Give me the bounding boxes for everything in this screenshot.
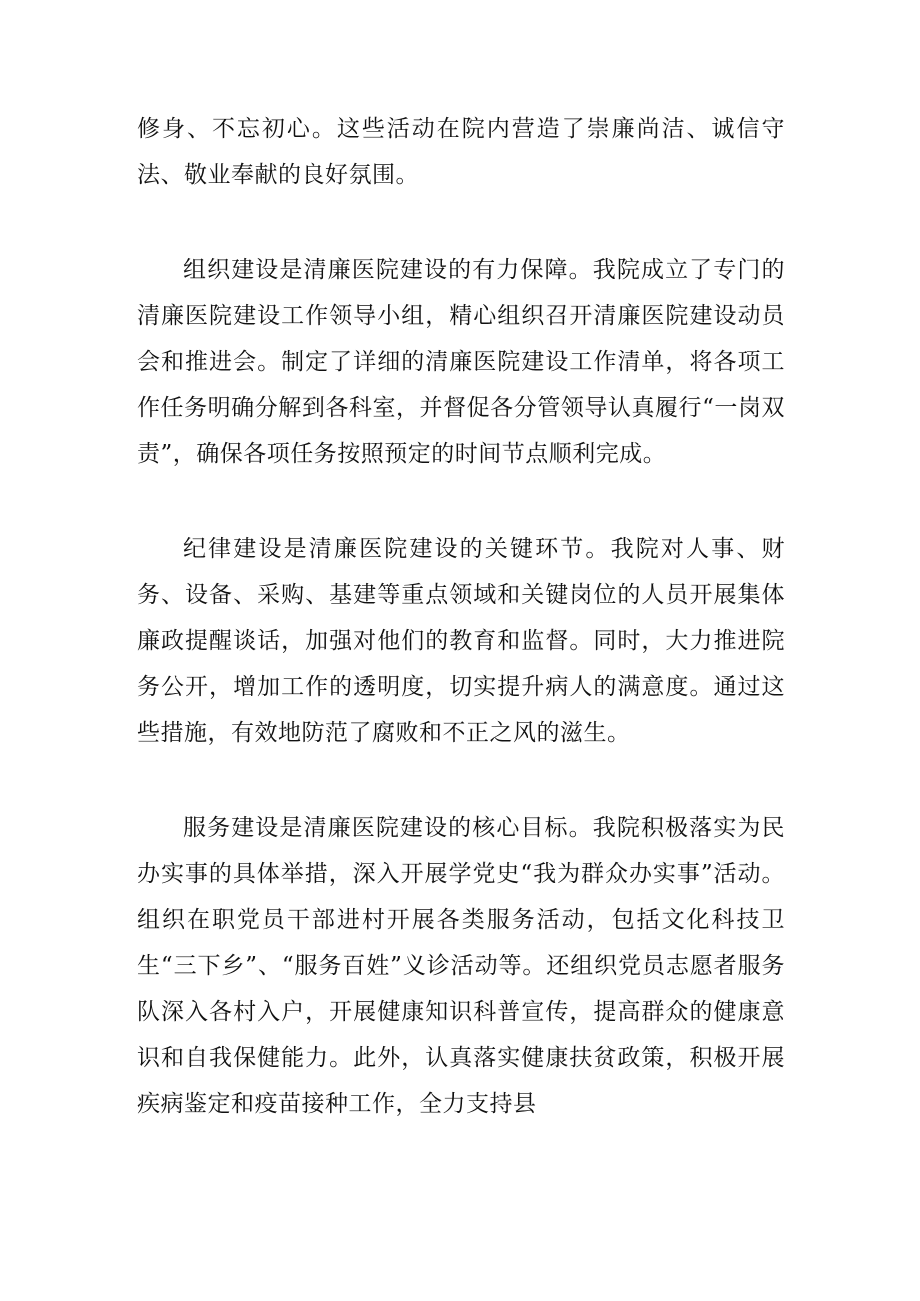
paragraph-gap: [137, 198, 785, 247]
paragraph-organization: 组织建设是清廉医院建设的有力保障。我院成立了专门的清廉医院建设工作领导小组，精心组织召开清廉医院建设动员会和推进会。制定了详细的清廉医院建设工作清单，将各项工作任务明确分解到各科室，并督促各分管领导认真履行“一岗双责”，确保各项任务按照预定的时间节点顺利完成。: [137, 257, 785, 467]
paragraph-discipline: 纪律建设是清廉医院建设的关键环节。我院对人事、财务、设备、采购、基建等重点领域和关键岗位的人员开展集体廉政提醒谈话，加强对他们的教育和监督。同时，大力推进院务公开，增加工作的透明度，切实提升病人的满意度。通过这些措施，有效地防范了腐败和不正之风的滋生。: [137, 536, 785, 746]
paragraph-gap: [137, 756, 785, 805]
document-body: [137, 106, 785, 1127]
paragraph-gap: [137, 477, 785, 526]
paragraph-service: 服务建设是清廉医院建设的核心目标。我院积极落实为民办实事的具体举措，深入开展学党史“我为群众办实事”活动。组织在职党员干部进村开展各类服务活动，包括文化科技卫生“三下乡”、“服务百姓”义诊活动等。还组织党员志愿者服务队深入各村入户，开展健康知识科普宣传，提高群众的健康意识和自我保健能力。此外，认真落实健康扶贫政策，积极开展疾病鉴定和疫苗接种工作，全力支持县: [137, 815, 785, 1117]
paragraph-continuation: 修身、不忘初心。这些活动在院内营造了崇廉尚洁、诚信守法、敬业奉献的良好氛围。: [137, 116, 785, 188]
